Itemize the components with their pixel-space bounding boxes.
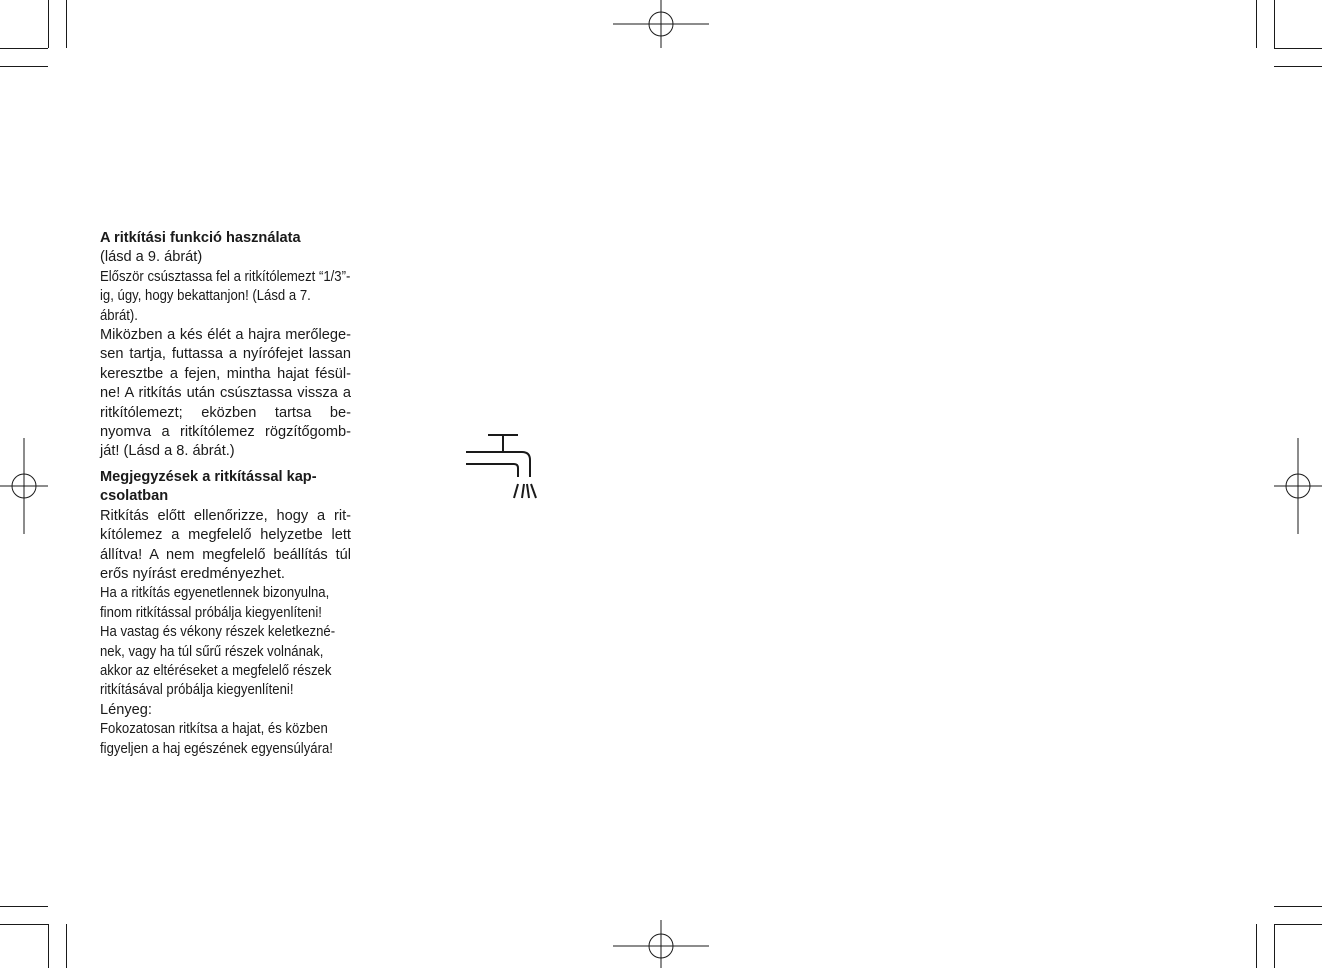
crop-mark-icon	[1257, 0, 1322, 67]
notes-condensed: Ha a ritkítás egyenetlennek bizonyulna, finom ritkítással próbálja kiegyenlíteni! Ha vastag és vékony részek keletkezné- nek, vagy ha túl sűrű részek volnának, akkor az eltéréseket a megfelelő részek ritkításával próbálja kiegyenlíteni!	[100, 585, 336, 699]
registration-mark-icon	[613, 920, 709, 968]
section-heading-notes: Megjegyzések a ritkítással kap- csolatban	[100, 468, 317, 505]
tip-text: Fokozatosan ritkítsa a hajat, és közben figyeljen a haj egészének egyensúlyára!	[100, 721, 333, 757]
figure-reference: (lásd a 9. ábrát)	[100, 249, 203, 266]
crop-mark-icon	[1257, 907, 1322, 968]
registration-mark-icon	[0, 438, 48, 534]
text-column	[100, 229, 351, 759]
registration-mark-icon	[613, 0, 709, 48]
notes-body: Ritkítás előtt ellenőrizze, hogy a rit-kítólemez a megfelelő helyzetbe lett állítva! A nem megfelelő beállítás túl erős nyírást eredményezhet.	[100, 507, 351, 582]
instruction-text: Először csúsztassa fel a ritkítólemezt “1/3”- ig, úgy, hogy bekattanjon! (Lásd a 7. ábrát).	[100, 268, 351, 324]
tip-label: Lényeg:	[100, 701, 152, 718]
instruction-body: Miközben a kés élét a hajra merőlege-sen tartja, futtassa a nyírófejet lassan keresztbe a fejen, mintha hajat fésül-ne! A ritkítás után csúsztassa vissza a ritkítólemezt; eközben tartsa be-nyomva a ritkítólemez rögzítőgomb-ját! (Lásd a 8. ábrát.)	[100, 327, 351, 460]
registration-mark-icon	[1274, 438, 1322, 534]
crop-mark-icon	[0, 0, 67, 67]
crop-mark-icon	[0, 907, 67, 968]
section-heading: A ritkítási funkció használata	[100, 230, 301, 246]
faucet-icon	[460, 430, 550, 505]
